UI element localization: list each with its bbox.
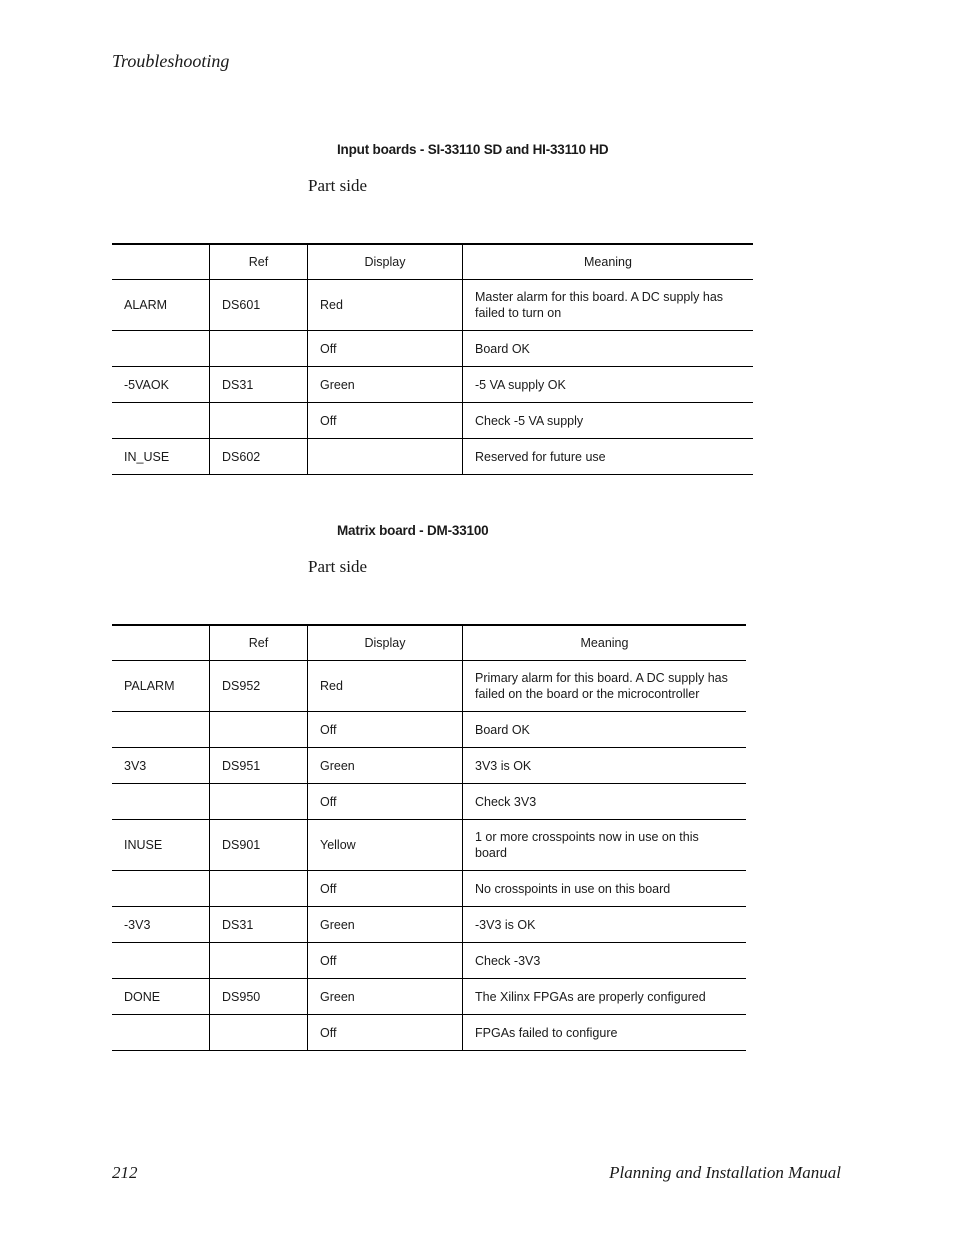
cell-signal xyxy=(112,331,210,367)
cell-signal xyxy=(112,712,210,748)
table-row xyxy=(112,712,746,748)
cell-meaning: Board OK xyxy=(463,712,747,748)
column-header-signal xyxy=(112,244,210,280)
cell-signal: -3V3 xyxy=(124,917,151,932)
cell-display: Green xyxy=(308,367,463,403)
cell-ref xyxy=(210,403,308,439)
table-row xyxy=(112,871,746,907)
table-header-row xyxy=(112,244,753,280)
table-row xyxy=(112,820,746,871)
cell-display: Yellow xyxy=(308,820,463,871)
section-subtitle-input-boards: Part side xyxy=(308,176,368,195)
cell-display: Off xyxy=(308,712,463,748)
cell-meaning: Primary alarm for this board. A DC supply has failed on the board or the microcontroller xyxy=(463,661,747,712)
cell-meaning: 3V3 is OK xyxy=(463,748,747,784)
cell-display: Off xyxy=(308,871,463,907)
input-boards-led-table xyxy=(112,243,753,475)
cell-meaning: FPGAs failed to configure xyxy=(463,1015,747,1051)
cell-meaning: Reserved for future use xyxy=(463,439,754,475)
cell-signal: ALARM xyxy=(124,298,168,312)
cell-display: Off xyxy=(308,784,463,820)
footer-manual-title: Planning and Installation Manual xyxy=(609,1163,841,1182)
cell-display: Off xyxy=(308,331,463,367)
cell-meaning: No crosspoints in use on this board xyxy=(463,871,747,907)
table-row xyxy=(112,331,753,367)
table-row xyxy=(112,367,753,403)
cell-ref: DS602 xyxy=(210,439,308,475)
cell-ref xyxy=(210,712,308,748)
cell-ref xyxy=(210,784,308,820)
table-row xyxy=(112,979,746,1015)
cell-ref xyxy=(210,331,308,367)
cell-signal: DONE xyxy=(124,989,161,1004)
cell-ref: DS952 xyxy=(210,661,308,712)
cell-signal: 3V3 xyxy=(124,758,147,773)
cell-meaning: 1 or more crosspoints now in use on this board xyxy=(463,820,747,871)
cell-ref: DS901 xyxy=(210,820,308,871)
cell-display: Green xyxy=(308,979,463,1015)
cell-meaning: Master alarm for this board. A DC supply has failed to turn on xyxy=(463,280,754,331)
cell-signal xyxy=(112,943,210,979)
cell-display: Off xyxy=(308,1015,463,1051)
column-header-ref: Ref xyxy=(210,625,308,661)
cell-signal: INUSE xyxy=(124,838,163,852)
cell-signal: PALARM xyxy=(124,679,175,693)
section-subtitle-matrix-board: Part side xyxy=(308,557,368,576)
cell-display: Green xyxy=(308,907,463,943)
cell-display: Red xyxy=(308,280,463,331)
cell-display: Red xyxy=(308,661,463,712)
cell-meaning: Board OK xyxy=(463,331,754,367)
column-header-meaning: Meaning xyxy=(463,244,754,280)
cell-display xyxy=(308,439,463,475)
table-row xyxy=(112,280,753,331)
table-header-row xyxy=(112,625,746,661)
table-row xyxy=(112,661,746,712)
section-title-input-boards: Input boards - SI-33110 SD and HI-33110 HD xyxy=(337,142,609,157)
cell-ref xyxy=(210,943,308,979)
cell-signal xyxy=(112,784,210,820)
cell-ref: DS31 xyxy=(210,367,308,403)
cell-signal: -5VAOK xyxy=(124,377,169,392)
cell-ref: DS31 xyxy=(210,907,308,943)
cell-display: Off xyxy=(308,943,463,979)
column-header-ref: Ref xyxy=(210,244,308,280)
cell-ref xyxy=(210,871,308,907)
table-row xyxy=(112,748,746,784)
cell-meaning: Check 3V3 xyxy=(463,784,747,820)
page-number: 212 xyxy=(112,1163,138,1182)
table-row xyxy=(112,784,746,820)
cell-meaning: -3V3 is OK xyxy=(463,907,747,943)
cell-meaning: -5 VA supply OK xyxy=(463,367,754,403)
matrix-board-led-table xyxy=(112,624,746,1051)
cell-display: Off xyxy=(308,403,463,439)
table-row xyxy=(112,943,746,979)
table-row xyxy=(112,439,753,475)
column-header-meaning: Meaning xyxy=(463,625,747,661)
column-header-display: Display xyxy=(308,244,463,280)
cell-ref xyxy=(210,1015,308,1051)
column-header-signal xyxy=(112,625,210,661)
table-row xyxy=(112,403,753,439)
cell-meaning: Check -3V3 xyxy=(463,943,747,979)
cell-signal xyxy=(112,1015,210,1051)
cell-signal xyxy=(112,871,210,907)
cell-meaning: The Xilinx FPGAs are properly configured xyxy=(463,979,747,1015)
cell-ref: DS950 xyxy=(210,979,308,1015)
cell-signal xyxy=(112,403,210,439)
cell-ref: DS951 xyxy=(210,748,308,784)
table-row xyxy=(112,1015,746,1051)
cell-ref: DS601 xyxy=(210,280,308,331)
cell-meaning: Check -5 VA supply xyxy=(463,403,754,439)
running-header: Troubleshooting xyxy=(112,51,230,71)
column-header-display: Display xyxy=(308,625,463,661)
section-title-matrix-board: Matrix board - DM-33100 xyxy=(337,523,489,538)
cell-display: Green xyxy=(308,748,463,784)
cell-signal: IN_USE xyxy=(124,449,170,464)
table-row xyxy=(112,907,746,943)
